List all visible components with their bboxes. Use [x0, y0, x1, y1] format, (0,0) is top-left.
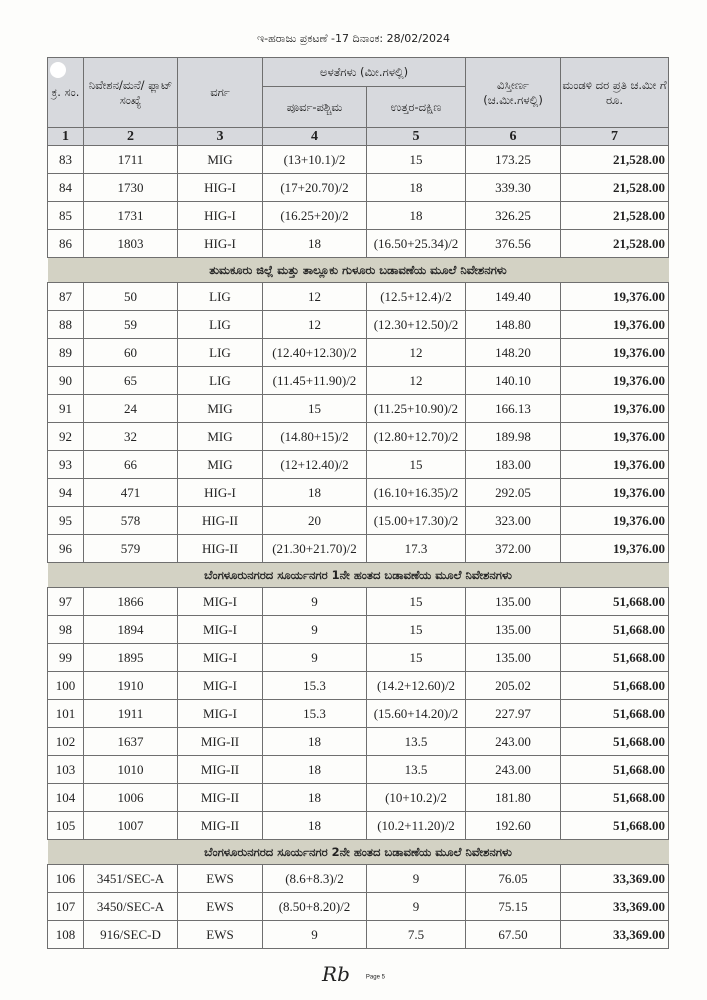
cell-east-west: (11.45+11.90)/2: [263, 367, 367, 395]
cell-site-number: 1910: [84, 672, 178, 700]
table-row: [48, 479, 669, 507]
cell-site-number: 1911: [84, 700, 178, 728]
cell-area: 372.00: [466, 535, 561, 563]
cell-category: MIG-I: [178, 616, 263, 644]
table-row: [48, 784, 669, 812]
cell-north-south: 18: [367, 174, 466, 202]
header-area: ವಿಸ್ತೀರ್ಣ (ಚ.ಮೀ.ಗಳಲ್ಲಿ): [466, 58, 561, 128]
cell-east-west: 9: [263, 644, 367, 672]
cell-serial: 89: [48, 339, 84, 367]
cell-east-west: (8.50+8.20)/2: [263, 893, 367, 921]
cell-category: MIG-II: [178, 784, 263, 812]
cell-north-south: 7.5: [367, 921, 466, 949]
cell-serial: 100: [48, 672, 84, 700]
cell-site-number: 1895: [84, 644, 178, 672]
cell-north-south: (14.2+12.60)/2: [367, 672, 466, 700]
cell-site-number: 1866: [84, 588, 178, 616]
cell-category: HIG-I: [178, 174, 263, 202]
header-east-west: ಪೂರ್ವ-ಪಶ್ಚಿಮ: [263, 87, 367, 128]
cell-site-number: 50: [84, 283, 178, 311]
cell-rate: 19,376.00: [561, 507, 669, 535]
cell-serial: 104: [48, 784, 84, 812]
column-number: 5: [367, 128, 466, 146]
section-title: ಬೆಂಗಳೂರುನಗರದ ಸೂರ್ಯನಗರ 2ನೇ ಹಂತದ ಬಡಾವಣೆಯ ಮೂಲೆ ನಿವೇಶನಗಳು: [48, 840, 669, 865]
table-row: [48, 700, 669, 728]
cell-rate: 19,376.00: [561, 395, 669, 423]
cell-category: MIG-I: [178, 644, 263, 672]
cell-site-number: 3450/SEC-A: [84, 893, 178, 921]
column-number: 6: [466, 128, 561, 146]
cell-rate: 51,668.00: [561, 812, 669, 840]
cell-area: 376.56: [466, 230, 561, 258]
cell-east-west: (8.6+8.3)/2: [263, 865, 367, 893]
cell-category: HIG-I: [178, 230, 263, 258]
cell-category: MIG: [178, 423, 263, 451]
section-title: ಬೆಂಗಳೂರುನಗರದ ಸೂರ್ಯನಗರ 1ನೇ ಹಂತದ ಬಡಾವಣೆಯ ಮೂಲೆ ನಿವೇಶನಗಳು: [48, 563, 669, 588]
cell-serial: 88: [48, 311, 84, 339]
cell-area: 140.10: [466, 367, 561, 395]
cell-area: 135.00: [466, 616, 561, 644]
cell-north-south: (10.2+11.20)/2: [367, 812, 466, 840]
cell-area: 192.60: [466, 812, 561, 840]
cell-north-south: 17.3: [367, 535, 466, 563]
cell-category: EWS: [178, 921, 263, 949]
cell-north-south: 13.5: [367, 728, 466, 756]
cell-north-south: 12: [367, 367, 466, 395]
cell-north-south: 15: [367, 644, 466, 672]
cell-north-south: 15: [367, 146, 466, 174]
cell-site-number: 1010: [84, 756, 178, 784]
cell-north-south: 15: [367, 616, 466, 644]
cell-area: 76.05: [466, 865, 561, 893]
cell-serial: 86: [48, 230, 84, 258]
cell-category: LIG: [178, 367, 263, 395]
header-serial: ಕ್ರ. ಸಂ.: [48, 58, 84, 128]
header-north-south: ಉತ್ತರ-ದಕ್ಷಿಣ: [367, 87, 466, 128]
cell-north-south: 15: [367, 451, 466, 479]
cell-site-number: 59: [84, 311, 178, 339]
cell-rate: 51,668.00: [561, 588, 669, 616]
cell-east-west: 18: [263, 756, 367, 784]
cell-category: LIG: [178, 339, 263, 367]
cell-area: 181.80: [466, 784, 561, 812]
cell-site-number: 32: [84, 423, 178, 451]
auction-sites-table: [47, 57, 669, 949]
cell-serial: 87: [48, 283, 84, 311]
page-title: ಇ-ಹರಾಜು ಪ್ರಕಟಣೆ -17 ದಿನಾಂಕ: 28/02/2024: [257, 32, 450, 45]
table-row: [48, 311, 669, 339]
cell-serial: 103: [48, 756, 84, 784]
page-number: Page 5: [365, 974, 385, 981]
cell-rate: 19,376.00: [561, 535, 669, 563]
cell-category: MIG: [178, 451, 263, 479]
cell-area: 173.25: [466, 146, 561, 174]
cell-rate: 19,376.00: [561, 479, 669, 507]
cell-site-number: 65: [84, 367, 178, 395]
cell-serial: 93: [48, 451, 84, 479]
cell-area: 135.00: [466, 588, 561, 616]
cell-category: MIG-II: [178, 756, 263, 784]
punch-hole: [50, 62, 66, 78]
cell-north-south: (15.60+14.20)/2: [367, 700, 466, 728]
cell-serial: 98: [48, 616, 84, 644]
cell-east-west: 18: [263, 784, 367, 812]
cell-area: 148.80: [466, 311, 561, 339]
cell-area: 75.15: [466, 893, 561, 921]
cell-north-south: 18: [367, 202, 466, 230]
table-row: [48, 395, 669, 423]
table-row: [48, 893, 669, 921]
cell-north-south: (12.80+12.70)/2: [367, 423, 466, 451]
cell-category: EWS: [178, 893, 263, 921]
cell-site-number: 471: [84, 479, 178, 507]
cell-rate: 21,528.00: [561, 146, 669, 174]
cell-area: 67.50: [466, 921, 561, 949]
cell-north-south: 15: [367, 588, 466, 616]
table-row: [48, 174, 669, 202]
cell-east-west: (17+20.70)/2: [263, 174, 367, 202]
cell-area: 135.00: [466, 644, 561, 672]
cell-rate: 51,668.00: [561, 672, 669, 700]
cell-area: 149.40: [466, 283, 561, 311]
cell-rate: 33,369.00: [561, 893, 669, 921]
cell-rate: 21,528.00: [561, 202, 669, 230]
cell-area: 323.00: [466, 507, 561, 535]
cell-rate: 19,376.00: [561, 451, 669, 479]
table-row: [48, 672, 669, 700]
cell-serial: 108: [48, 921, 84, 949]
cell-serial: 92: [48, 423, 84, 451]
column-number: 4: [263, 128, 367, 146]
table-row: [48, 283, 669, 311]
cell-category: EWS: [178, 865, 263, 893]
cell-category: HIG-I: [178, 202, 263, 230]
cell-east-west: (13+10.1)/2: [263, 146, 367, 174]
cell-rate: 51,668.00: [561, 784, 669, 812]
cell-category: HIG-II: [178, 535, 263, 563]
cell-east-west: 9: [263, 588, 367, 616]
cell-rate: 51,668.00: [561, 700, 669, 728]
section-row: [48, 563, 669, 588]
cell-category: MIG: [178, 395, 263, 423]
cell-serial: 107: [48, 893, 84, 921]
cell-east-west: 12: [263, 283, 367, 311]
cell-rate: 19,376.00: [561, 367, 669, 395]
cell-serial: 85: [48, 202, 84, 230]
cell-east-west: (12.40+12.30)/2: [263, 339, 367, 367]
cell-east-west: 20: [263, 507, 367, 535]
cell-east-west: (21.30+21.70)/2: [263, 535, 367, 563]
cell-site-number: 24: [84, 395, 178, 423]
cell-east-west: 18: [263, 479, 367, 507]
cell-north-south: 12: [367, 339, 466, 367]
column-number: 1: [48, 128, 84, 146]
cell-site-number: 1637: [84, 728, 178, 756]
cell-area: 292.05: [466, 479, 561, 507]
cell-serial: 91: [48, 395, 84, 423]
cell-area: 243.00: [466, 728, 561, 756]
cell-category: LIG: [178, 311, 263, 339]
table-row: [48, 146, 669, 174]
table-row: [48, 230, 669, 258]
cell-rate: 51,668.00: [561, 728, 669, 756]
header-dimensions: ಅಳತೆಗಳು (ಮೀ.ಗಳಲ್ಲಿ): [263, 58, 466, 87]
column-number: 7: [561, 128, 669, 146]
cell-rate: 33,369.00: [561, 865, 669, 893]
signature: Rb: [322, 962, 350, 986]
cell-north-south: (16.10+16.35)/2: [367, 479, 466, 507]
cell-serial: 95: [48, 507, 84, 535]
table-row: [48, 339, 669, 367]
cell-category: MIG: [178, 146, 263, 174]
section-row: [48, 840, 669, 865]
cell-rate: 21,528.00: [561, 174, 669, 202]
table-row: [48, 812, 669, 840]
cell-north-south: 13.5: [367, 756, 466, 784]
cell-east-west: 12: [263, 311, 367, 339]
cell-serial: 84: [48, 174, 84, 202]
header-category: ವರ್ಗ: [178, 58, 263, 128]
cell-area: 339.30: [466, 174, 561, 202]
cell-area: 326.25: [466, 202, 561, 230]
cell-serial: 97: [48, 588, 84, 616]
cell-east-west: 18: [263, 812, 367, 840]
cell-site-number: 1730: [84, 174, 178, 202]
section-row: [48, 258, 669, 283]
header-rate: ಮಂಡಳಿ ದರ ಪ್ರತಿ ಚ.ಮೀ ಗೆ ರೂ.: [561, 58, 669, 128]
cell-serial: 106: [48, 865, 84, 893]
cell-site-number: 579: [84, 535, 178, 563]
cell-rate: 21,528.00: [561, 230, 669, 258]
header-site-number: ನಿವೇಶನ/ಮನೆ/ ಫ್ಲಾಟ್ ಸಂಖ್ಯೆ: [84, 58, 178, 128]
cell-east-west: 9: [263, 921, 367, 949]
cell-site-number: 1006: [84, 784, 178, 812]
cell-site-number: 60: [84, 339, 178, 367]
cell-category: MIG-I: [178, 672, 263, 700]
cell-site-number: 578: [84, 507, 178, 535]
cell-east-west: 9: [263, 616, 367, 644]
cell-east-west: (16.25+20)/2: [263, 202, 367, 230]
cell-north-south: (11.25+10.90)/2: [367, 395, 466, 423]
cell-site-number: 66: [84, 451, 178, 479]
table-row: [48, 728, 669, 756]
cell-north-south: 9: [367, 893, 466, 921]
table-row: [48, 367, 669, 395]
cell-site-number: 1711: [84, 146, 178, 174]
cell-area: 205.02: [466, 672, 561, 700]
cell-category: MIG-II: [178, 812, 263, 840]
cell-east-west: 18: [263, 230, 367, 258]
table-row: [48, 644, 669, 672]
cell-site-number: 916/SEC-D: [84, 921, 178, 949]
cell-rate: 19,376.00: [561, 423, 669, 451]
table-row: [48, 588, 669, 616]
cell-serial: 105: [48, 812, 84, 840]
cell-area: 148.20: [466, 339, 561, 367]
cell-category: MIG-II: [178, 728, 263, 756]
cell-serial: 101: [48, 700, 84, 728]
cell-east-west: 18: [263, 728, 367, 756]
cell-north-south: (10+10.2)/2: [367, 784, 466, 812]
cell-east-west: (14.80+15)/2: [263, 423, 367, 451]
cell-site-number: 1894: [84, 616, 178, 644]
section-title: ತುಮಕೂರು ಜಿಲ್ಲೆ ಮತ್ತು ತಾಲ್ಲೂಕು ಗುಳೂರು ಬಡಾವಣೆಯ ಮೂಲೆ ನಿವೇಶನಗಳು: [48, 258, 669, 283]
cell-serial: 94: [48, 479, 84, 507]
cell-east-west: (12+12.40)/2: [263, 451, 367, 479]
cell-north-south: 9: [367, 865, 466, 893]
cell-serial: 83: [48, 146, 84, 174]
cell-serial: 96: [48, 535, 84, 563]
cell-east-west: 15: [263, 395, 367, 423]
table-row: [48, 451, 669, 479]
page-footer: [0, 962, 707, 986]
cell-site-number: 1731: [84, 202, 178, 230]
cell-rate: 33,369.00: [561, 921, 669, 949]
cell-site-number: 3451/SEC-A: [84, 865, 178, 893]
cell-serial: 102: [48, 728, 84, 756]
cell-category: MIG-I: [178, 700, 263, 728]
cell-rate: 19,376.00: [561, 283, 669, 311]
cell-serial: 90: [48, 367, 84, 395]
table-row: [48, 423, 669, 451]
cell-category: MIG-I: [178, 588, 263, 616]
table-row: [48, 535, 669, 563]
table-row: [48, 865, 669, 893]
cell-site-number: 1803: [84, 230, 178, 258]
table-row: [48, 507, 669, 535]
cell-area: 243.00: [466, 756, 561, 784]
cell-rate: 51,668.00: [561, 756, 669, 784]
cell-rate: 19,376.00: [561, 339, 669, 367]
cell-area: 166.13: [466, 395, 561, 423]
cell-rate: 51,668.00: [561, 644, 669, 672]
cell-area: 183.00: [466, 451, 561, 479]
cell-rate: 19,376.00: [561, 311, 669, 339]
cell-north-south: (15.00+17.30)/2: [367, 507, 466, 535]
cell-north-south: (12.30+12.50)/2: [367, 311, 466, 339]
cell-east-west: 15.3: [263, 672, 367, 700]
cell-category: HIG-I: [178, 479, 263, 507]
cell-area: 189.98: [466, 423, 561, 451]
cell-serial: 99: [48, 644, 84, 672]
cell-rate: 51,668.00: [561, 616, 669, 644]
cell-east-west: 15.3: [263, 700, 367, 728]
cell-north-south: (16.50+25.34)/2: [367, 230, 466, 258]
cell-category: HIG-II: [178, 507, 263, 535]
cell-site-number: 1007: [84, 812, 178, 840]
column-number: 3: [178, 128, 263, 146]
cell-north-south: (12.5+12.4)/2: [367, 283, 466, 311]
table-row: [48, 756, 669, 784]
column-number: 2: [84, 128, 178, 146]
table-row: [48, 202, 669, 230]
table-row: [48, 616, 669, 644]
table-row: [48, 921, 669, 949]
cell-area: 227.97: [466, 700, 561, 728]
cell-category: LIG: [178, 283, 263, 311]
